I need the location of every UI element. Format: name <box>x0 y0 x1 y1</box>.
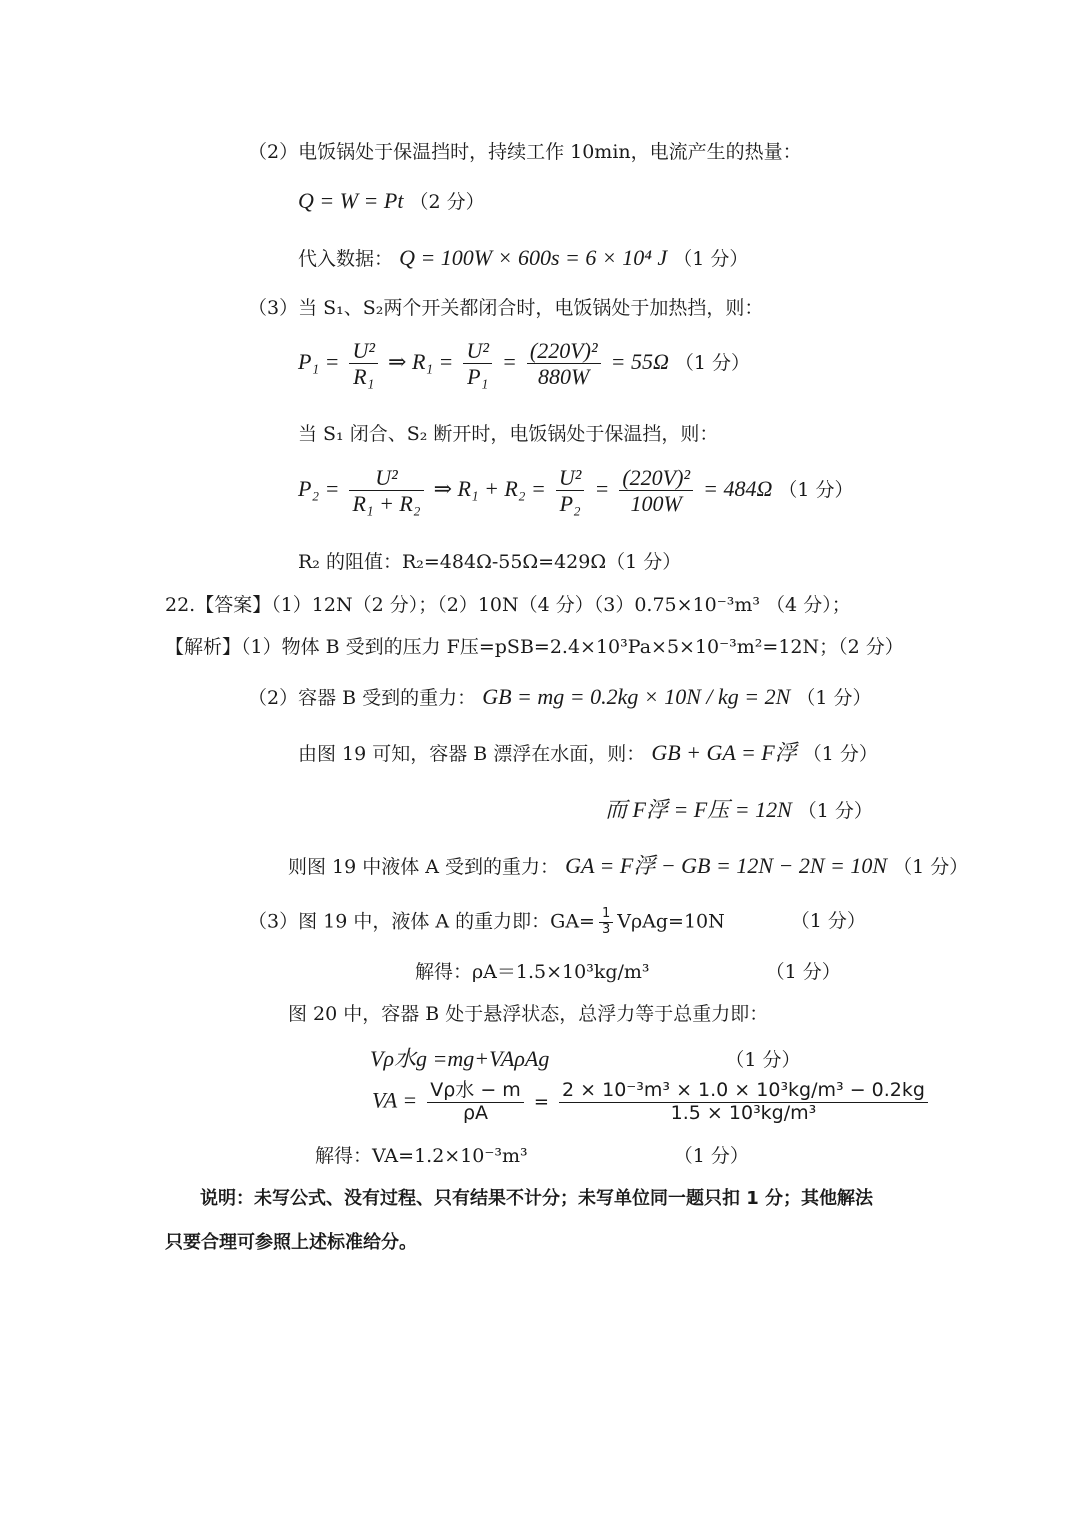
fraction: $\frac{\text{2 × 10⁻³m³ × 1.0 × 10³kg/m³ − 0.2kg}}{\text{1.5 × 10³kg/m³}}$ <box>559 1080 928 1125</box>
part2-intro: （2）电饭锅处于保温挡时，持续工作 10min，电流产生的热量： <box>248 141 802 163</box>
q22-va-equation: VA = $\frac{\text{Vρ水 − m}}{\rho A}$ = $\frac{\text{2 × 10⁻³m³ × 1.0 × 10³kg/m³ − 0.2kg}}{\text{1.5 × 10³kg/m³}}$ <box>372 1080 932 1125</box>
q22-step-3: 由图 19 可知，容器 B 漂浮在水面，则： GB + GA = F浮 （1 分） <box>298 740 878 765</box>
q22-step-2: （2）容器 B 受到的重力： GB = mg = 0.2kg × 10N / kg = 2N （1 分） <box>248 684 872 709</box>
part3-mid-text: 当 S₁ 闭合、S₂ 断开时，电饭锅处于保温挡，则： <box>298 423 719 445</box>
fraction: $\frac{\text{(220V)²}}{100W}$ <box>619 465 693 517</box>
part2-substitute-line <box>298 245 748 271</box>
fraction: $\frac{\text{U²}}{\text{R₁}}$ <box>349 338 377 390</box>
gravity-expression: GB = mg = 0.2kg × 10N / kg = 2N <box>482 684 791 709</box>
score: （1 分） <box>802 743 878 765</box>
q22-step-4 <box>605 797 873 823</box>
q22-analysis-1: 【解析】（1）物体 B 受到的压力 F压=pSB=2.4×10³Pa×5×10⁻³m²=12N；（2 分） <box>165 636 904 658</box>
q22-fig20: 图 20 中，容器 B 处于悬浮状态，总浮力等于总重力即： <box>288 1003 769 1025</box>
equation-p1: P₁ = $\frac{\text{U²}}{\text{R₁}}$ ⇒ R₁ = $\frac{\text{U²}}{\text{P₁}}$ = $\frac{\text{(220V)²}}{880W}$ = 55Ω （1 分） <box>298 338 751 390</box>
q22-solve-1: 解得：ρA＝1.5×10³kg/m³ （1 分） <box>415 961 841 983</box>
score: （2 分） <box>409 191 485 213</box>
score: （1 分） <box>796 687 872 709</box>
heat-formula: Q = W = Pt <box>298 188 404 213</box>
buoyancy-expression: 而 F浮 = F压 = 12N <box>605 797 792 822</box>
q22-part3-line: （3）图 19 中，液体 A 的重力即：GA= $\frac{1}{3}$ VρAg=10N （1 分） <box>248 906 866 937</box>
score: （1 分） <box>797 800 873 822</box>
score: （1 分） <box>893 856 969 878</box>
score: （1 分） <box>778 478 854 501</box>
note-line-1: 说明：未写公式、没有过程、只有结果不计分；未写单位同一题只扣 1 分；其他解法 <box>200 1188 874 1209</box>
fraction: $\frac{\text{U²}}{\text{P₁}}$ <box>463 338 491 390</box>
score: （1 分） <box>790 910 866 933</box>
gravity-a-expression: VρAg=10N <box>617 910 725 933</box>
score: （1 分） <box>673 248 749 270</box>
liquid-a-expression: GA = F浮 − GB = 12N − 2N = 10N <box>565 853 888 878</box>
q22-answer: 22.【答案】（1）12N（2 分）；（2）10N（4 分）（3）0.75×10⁻³m³ （4 分）； <box>165 594 851 616</box>
note-line-2: 只要合理可参照上述标准给分。 <box>165 1232 417 1253</box>
substitute-label: 代入数据： <box>298 248 394 270</box>
fraction: $\frac{1}{3}$ <box>599 907 613 938</box>
score: （1 分） <box>673 1145 749 1167</box>
fraction: $\frac{\text{(220V)²}}{880W}$ <box>527 338 601 390</box>
q22-step-5: 则图 19 中液体 A 受到的重力： GA = F浮 − GB = 12N − 2N = 10N （1 分） <box>288 853 969 878</box>
r2-value: R₂ 的阻值：R₂=484Ω-55Ω=429Ω（1 分） <box>298 551 682 573</box>
fraction: $\frac{\text{U²}}{\text{P₂}}$ <box>556 465 584 517</box>
float-expression: GB + GA = F浮 <box>651 740 797 765</box>
part3-intro: （3）当 S₁、S₂两个开关都闭合时，电饭锅处于加热挡，则： <box>248 297 764 319</box>
q22-solve-2: 解得：VA=1.2×10⁻³m³ （1 分） <box>315 1145 749 1167</box>
fraction: $\frac{\text{U²}}{\text{R₁ + R₂}}$ <box>349 465 423 517</box>
substitute-expression: Q = 100W × 600s = 6 × 10⁴ J <box>399 245 668 270</box>
score: （1 分） <box>674 351 751 374</box>
equation-p2: P₂ = $\frac{\text{U²}}{\text{R₁ + R₂}}$ ⇒ R₁ + R₂ = $\frac{\text{U²}}{\text{P₂}}$ = $\frac{\text{(220V)²}}{100W}$ = 484Ω （1 分） <box>298 465 854 517</box>
fraction: $\frac{\text{Vρ水 − m}}{\rho A}$ <box>427 1080 524 1125</box>
score: （1 分） <box>725 1049 801 1071</box>
score: （1 分） <box>765 961 841 983</box>
q22-float-eq: Vρ水g =mg+VAρAg （1 分） <box>370 1046 801 1071</box>
part2-formula-line <box>298 188 485 214</box>
